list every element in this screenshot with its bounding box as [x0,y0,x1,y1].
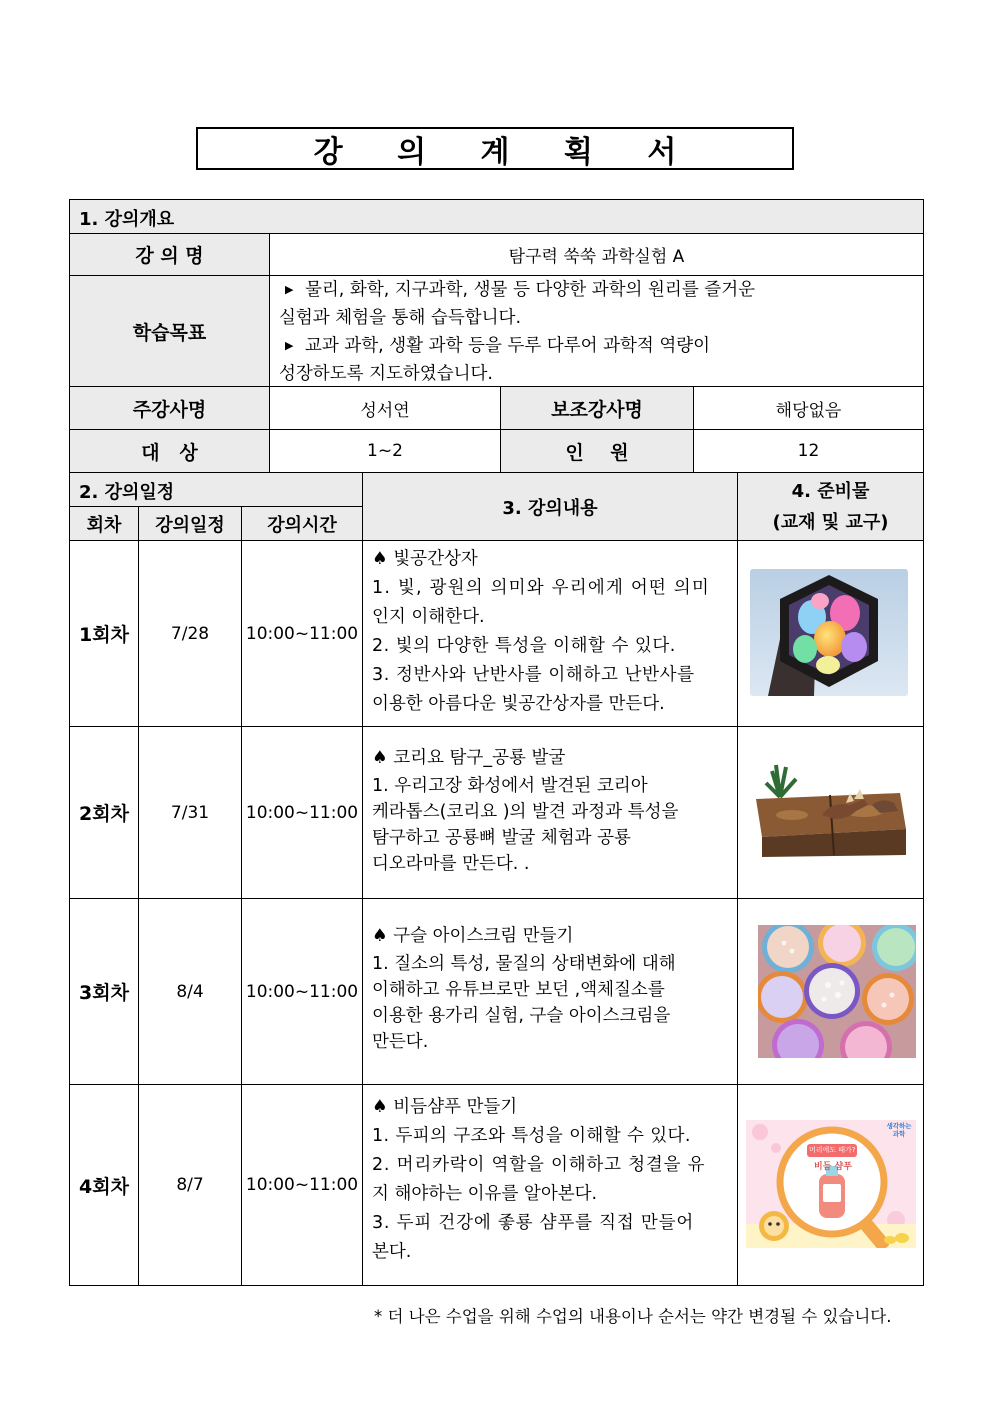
session-4-line: 3. 두피 건강에 좋룡 샴푸를 직접 만들어 [372,1213,695,1233]
overview-section-label: 1. 강의개요 [79,209,175,230]
goal-marker-icon: ▶ [285,339,294,352]
session-4-topic: 비듬샴푸 만들기 [393,1097,518,1117]
goals-value [270,276,924,387]
session-1-line: 1. 빛, 광원의 의미와 우리에게 어떤 의미 [372,578,711,598]
course-name-label: 강 의 명 [70,234,270,276]
schedule-section-label: 2. 강의일정 [79,482,175,503]
target-label: 대 상 [70,430,270,473]
dandruff-shampoo-illustration [746,1120,916,1248]
session-2-date: 7/31 [139,727,242,899]
shampoo-card-brand: 생각하는 과학 [886,1122,912,1138]
lecture-plan-table [69,199,924,1286]
session-3-line: 만든다. [372,1032,429,1052]
light-box-image [750,569,908,696]
session-3-date: 8/4 [139,899,242,1085]
session-3-line: 이용한 용가리 실험, 구슬 아이스크림을 [372,1006,671,1026]
session-4-label: 4회차 [70,1085,139,1286]
document-title-box [196,127,794,170]
overview-section-header [70,200,924,234]
materials-header-line-1: 4. 준비물 [791,480,870,502]
materials-header-line-2: (교재 및 교구) [772,511,889,533]
main-instructor-label: 주강사명 [70,387,270,430]
session-4-date: 8/7 [139,1085,242,1286]
spade-bullet-icon: ♠ [372,926,388,946]
session-1-label: 1회차 [70,541,139,727]
goal-1-line-1: 물리, 화학, 지구과학, 생물 등 다양한 과학의 원리를 즐거운 [305,280,756,300]
assistant-instructor-value: 해당없음 [694,387,924,430]
session-4-line: 1. 두피의 구조와 특성을 이해할 수 있다. [372,1126,691,1146]
goal-2-line-1: 교과 과학, 생활 과학 등을 두루 다루어 과학적 역량이 [305,336,711,356]
materials-header [738,473,924,541]
session-2-line: 1. 우리고장 화성에서 발견된 코리아 [372,776,648,796]
session-3-content [363,899,738,1085]
spade-bullet-icon: ♠ [372,1097,388,1117]
session-4-content [363,1085,738,1286]
bead-icecream-photo [758,925,916,1058]
session-3-time: 10:00~11:00 [242,899,363,1085]
dinosaur-diorama-image [752,753,908,859]
target-value: 1~2 [270,430,501,473]
content-header: 3. 강의내용 [363,473,738,541]
main-instructor-value: 성서연 [270,387,501,430]
headcount-value: 12 [694,430,924,473]
session-1-line: 2. 빛의 다양한 특성을 이해할 수 있다. [372,636,676,656]
session-3-label: 3회차 [70,899,139,1085]
session-4-line: 본다. [372,1242,412,1262]
session-1-date: 7/28 [139,541,242,727]
session-2-time: 10:00~11:00 [242,727,363,899]
session-1-material-cell [738,541,924,727]
course-name-value: 탐구력 쑥쑥 과학실험 A [270,234,924,276]
session-4-material-cell [738,1085,924,1286]
session-4-line: 지 해야하는 이유를 알아본다. [372,1184,598,1204]
goals-label: 학습목표 [70,276,270,387]
session-4-time: 10:00~11:00 [242,1085,363,1286]
col-time-header: 강의시간 [242,507,363,541]
headcount-label: 인 원 [501,430,694,473]
session-1-line: 인지 이해한다. [372,607,485,627]
session-3-material-cell [738,899,924,1085]
session-3-topic: 구슬 아이스크림 만들기 [393,926,574,946]
col-date-header: 강의일정 [139,507,242,541]
session-2-label: 2회차 [70,727,139,899]
dinosaur-diorama-photo [752,753,908,859]
spade-bullet-icon: ♠ [372,549,388,569]
session-2-line: 디오라마를 만든다. . [372,854,530,874]
footnote: * 더 나은 수업을 위해 수업의 내용이나 순서는 약간 변경될 수 있습니다. [374,1307,892,1326]
shampoo-card-label: 비듬 샴푸 [814,1162,852,1172]
session-1-line: 3. 정반사와 난반사를 이해하고 난반사를 [372,665,695,685]
session-3-line: 이해하고 유튜브로만 보던 ,액체질소를 [372,980,665,1000]
session-2-content [363,727,738,899]
session-4-line: 2. 머리카락이 역할을 이해하고 청결을 유 [372,1155,706,1175]
session-2-topic: 코리요 탐구_공룡 발굴 [393,748,566,768]
shampoo-card-banner: 머리에도 때가? [809,1146,856,1154]
spade-bullet-icon: ♠ [372,748,388,768]
session-1-time: 10:00~11:00 [242,541,363,727]
session-3-line: 1. 질소의 특성, 물질의 상태변화에 대해 [372,954,676,974]
session-1-content [363,541,738,727]
goal-2-line-2: 성장하도록 지도하였습니다. [279,364,493,384]
document-title: 강 의 계 획 서 [313,134,699,170]
schedule-section-header [70,473,363,507]
session-1-line: 이용한 아름다운 빛공간상자를 만든다. [372,694,665,714]
session-2-material-cell [738,727,924,899]
bead-icecream-image [758,925,916,1058]
light-box-photo [750,569,908,696]
assistant-instructor-label: 보조강사명 [501,387,694,430]
session-2-line: 케라톱스(코리요 )의 발견 과정과 특성을 [372,802,679,822]
col-session-header: 회차 [70,507,139,541]
goal-marker-icon: ▶ [285,283,294,296]
session-1-topic: 빛공간상자 [393,549,478,569]
dandruff-shampoo-card [746,1120,916,1248]
goal-1-line-2: 실험과 체험을 통해 습득합니다. [279,308,522,328]
session-2-line: 탐구하고 공룡뼈 발굴 체험과 공룡 [372,828,631,848]
